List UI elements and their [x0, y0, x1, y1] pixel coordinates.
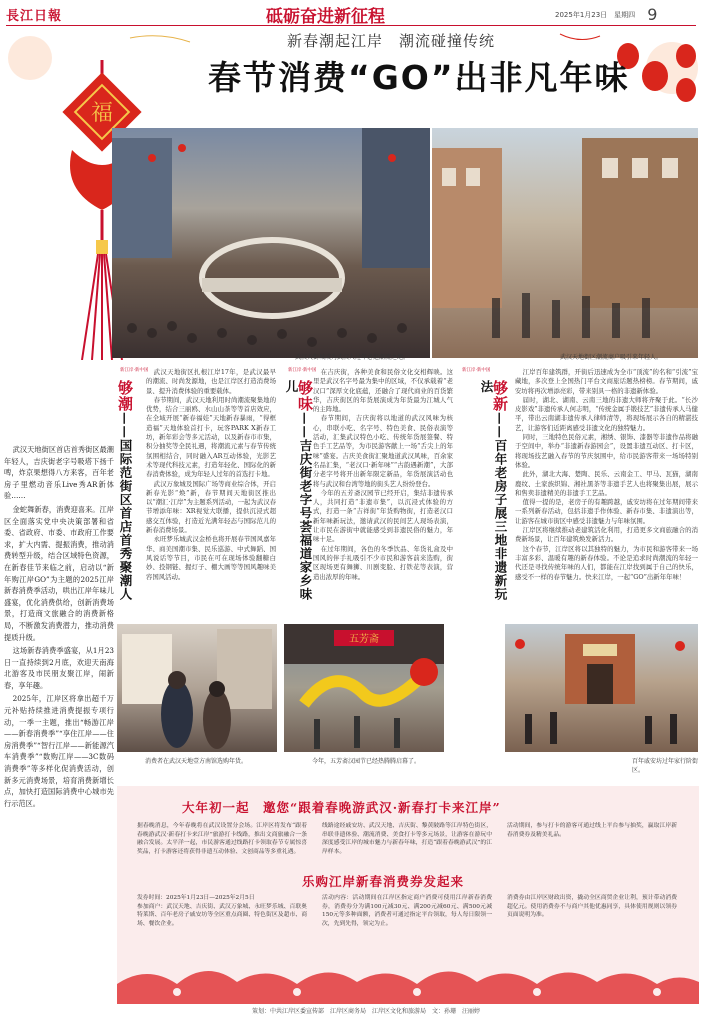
story2-paragraph: 在过年期间，各色的冬季饮品、年货礼盒及中国风的伴手礼吸引不少市民和游客前来选购，街区现场更有舞狮、川剧变脸、打铁花等表演，营造出浓厚的年味。: [313, 544, 453, 581]
story1-paragraph: 武汉万象城及国际广场等商业综合体，开启新春光影“焕”新，春节期间天地街区推出以“潮汇·江岸”为主题系列活动，一起为武汉春节增添年味：XR视觉大联播，提供沉浸式超感交互体验，打造近光满年轻态与国际范儿的新春消费场景。: [146, 479, 276, 535]
story2-paragraph: 在吉庆街，各种美食和民俗文化交相辉映。这里是武汉名字号最为集中的区域，不仅承载着“老汉口”深厚文化底蕴，还融合了现代商业的百货繁华，吉庆街区的年货展演成为年货最为江城人气的主阵地。: [313, 368, 453, 414]
photo-shoppers: [117, 624, 277, 752]
hero-subtitle: 新春潮起江岸 潮流碰撞传统: [287, 32, 496, 50]
story1-logo: 新江岸·新中国: [120, 368, 149, 373]
story3-logo: 新江岸·新中国: [462, 368, 491, 373]
caption-photo3: 消费者在武汉天地壹方南馆选购年货。: [145, 758, 248, 765]
credits: 策划：中共江岸区委宣传部 江岸区商务局 江岸区文化和旅游局 文：孙珊 汪丽婷: [252, 1008, 481, 1015]
story2-body: [313, 368, 453, 608]
caption-photo4: 今年，五芳斋汉园节已经热腾腾启幕了。: [312, 758, 421, 765]
section-title: 砥砺奋进新征程: [266, 7, 385, 27]
story3-paragraph: 此外，湖北大海、楚陶、民乐、云南金工、甲马、瓦猫，湖南鹿纹、土家族织锦、湘社黑茶等非遗手艺人也将聚集出展，展示和售卖非遗精美的非遗手工艺品。: [515, 470, 698, 497]
story3-body: [515, 368, 698, 613]
lion-dance-illustration: [284, 624, 444, 752]
shoppers-illustration: [117, 624, 277, 752]
story1-paragraph: 春节期间，武汉天地利用时尚潮流聚集地的优势，结合三丽鸥、水山山茶等等首店效应，在全域开展“新春福娃”天地新春暴雨，“得框造福”天地体验首打卡，玩客PARK X新春工坊，新年彩会等多元活动，以及新春市市集，积分抽奖等全民礼遇，将潮流元素与春节传统氛围相结合，同时融入AR互动体验，光影艺术等现代科技元素，打造年轻化、国际化的新春消费体验，成为年轻人过年的首选打卡地。: [146, 395, 276, 479]
story1-subtitle: ——国际范街区首店首秀聚潮人: [118, 412, 133, 601]
merchant-label: 参加商户：: [137, 903, 167, 910]
caption-photo5: 百年戚安坊过年家行阶街区。: [632, 758, 699, 774]
story1-paragraph: 永旺梦乐城武汉金桥也将开展春节国风嘉年华、商美国潮市集、民乐巡游、中式舞蹈、国风说话等节目，市民在可在现场体验翻糖白妙、投钢链、握灯子、棚大画等等国风趣味美容国风活动。: [146, 535, 276, 581]
story1-paragraph: 武汉天地街区扎根江岸17年，是武汉最早的潮流、时尚发源地，也是江岸区打造消费场景、提升消费体验的重要载体。: [146, 368, 276, 395]
fu-character: 福: [90, 101, 114, 126]
time-value: 2025年1月23日—2025年2月5日: [166, 895, 255, 901]
feature2-text-2: 消费券由江岸区财政出资，撬动全区商贸企业让利，预计带动消费超亿元。使用消费券不与商户其他优惠同享，具体使用规则以领券页面说明为准。: [507, 895, 677, 919]
story1-title: [118, 380, 132, 610]
photo-qi-an-fang: [505, 624, 698, 752]
intro-paragraph-2: 金蛇舞新春，消费迎喜来。江岸区全面落实党中央决策部署和省委、省政府、市委、市政府工作要求，扩大内需、提振消费，推动消费转型升级，结合区域特色资源，在新春佳节来临之前，启动以“新年购江岸GO”为主题的2025江岸新春消费季活动，哄出江岸年味儿盛宴，优化消费供给，创新消费场景，打造商文旅融合的消费新格局，不断激发消费潜力，推动消费提质升级。: [4, 504, 114, 642]
story3-paragraph: 江岸区将继续推动老建筑活化利用，打造更多文商旅融合的消费新场景，让百年建筑焕发新活力。: [515, 526, 698, 544]
street-illustration: [432, 128, 698, 358]
svg-text:五芳斋: 五芳斋: [349, 634, 379, 645]
caption-photo1: 武汉天街城成为武汉人过年必逛潮流之地。: [295, 354, 410, 361]
story3-key: 够新: [491, 380, 509, 412]
story1-body: [146, 368, 276, 608]
intro-paragraph-4: 2025年，江岸区将拿出超千万元补贴持续推进消费提振专项行动，一季一主题，推出“畅游江岸——新春消费季”“享住江岸——住房消费季”“智行江岸——新能源汽车消费季”“数购江岸——3C数码消费季”等多样化促消费活动，创新多元消费场景，培育消费新增长点，加快打造国际消费中心城市先行示范区。: [4, 694, 114, 808]
merchant-value: 武汉天地、吉庆街、武汉万象城、永旺梦乐城、百联奥特莱斯、百年老房子戚安坊等全区重点商圈、特色街区及超市、商场、餐饮企业。: [137, 903, 307, 927]
photo-wuhan-tianjie-crowd: [112, 128, 430, 358]
story3-paragraph: 届时，湖北、湖南、云南三地的非遗大师将齐聚于此。“长沙皮影戏”非遗传承人何志明，“传统金属手锻技艺”非遗传承人马健平，带出云南湖非遗传承人律师清等，将现场展示各自的精湛技艺，让游客们近距离感受非遗文化的独特魅力。: [515, 395, 698, 432]
issue-date: 2025年1月23日 星期四: [555, 10, 636, 19]
feature2-text-1: 活动内容：活动期间在江岸区指定商户消费可使用江岸新春消费券，消费券分为满100元减30元、满200元减60元、满500元减150元等多种面额，消费者可通过指定平台领取，每人每日限领一次，先到先得，领完为止。: [322, 895, 492, 927]
page-number: 9: [647, 5, 658, 24]
story3-paragraph: 江岸百年建筑群，开街后迅速成为全市“顶流”的名和“引流”宝藏地，多次登上全国热门平台文商旅话题热榜榜。春节期间，戚安坊将再次增添亮彩，带来别具一格的非遗新体验。: [515, 368, 698, 395]
papercut-decoration: [117, 954, 699, 1004]
story3-title: [480, 380, 507, 610]
promotion-box: [117, 786, 699, 1004]
story2-logo: 新江岸·新中国: [288, 368, 317, 373]
story3-paragraph: 值得一提的是，老房子的有趣跨越，戚安坊将在过年期间带来一系列新春活动，包括非遗手作体验、新春市集、非遗演出等，让游客在城市街区中感受非遗魅力与年味氛围。: [515, 498, 698, 525]
story3-subtitle: ——百年老房子展三地非遗新玩法: [479, 380, 508, 601]
mall-illustration: [112, 128, 430, 358]
story3-paragraph: 这个春节，江岸区将以其独特的魅力，为市民和游客带来一场丰富多彩、温暖有趣的新春体验。不论是追求时尚潮流的年轻一代还是寻找传统年味的人们，都能在江岸找到属于自己的快乐，感受不一样的春节魅力。快来江岸，一起“GO”出新年年味！: [515, 544, 698, 581]
feature2-info: [137, 894, 307, 954]
masthead: [6, 4, 696, 26]
hero-headline: 春节消费“GO”出非凡年味: [208, 58, 630, 97]
intro-paragraph-1: 武汉天地街区首店首秀街区最潮年轻人，吉庆街老字号吸塔下扬千啤，炸京果想得八方来客，百年老房子里燃动音乐Live秀AR新体验……: [4, 445, 114, 501]
intro-column: [4, 444, 114, 811]
story3-paragraph: 同时，三地特色民俗元素，湘绣、银饰、漆器等非遗作品将融于空间中，举办“非遗新春游园会”，设置非遗互动区、打卡区，将现场技艺融入春节的节庆氛围中，给市民游客带来一场场特别体验。: [515, 433, 698, 469]
feature1-text-1: 据春晚消息，今年春晚将在武汉设置分会场。江岸区将发布“跟着春晚游武汉·新春打卡来江岸”旅游打卡线路，推出文商旅融合一条融合发展。太平洋一起，市民游客通过线路打卡领取春节专属惊喜奖品，打卡游客还将获得非遗互动体验、文创商品等多重礼遇。: [137, 823, 307, 855]
photo-tiandi-street: [432, 128, 698, 358]
story1-key: 够潮: [116, 380, 134, 412]
feature1-text-2: 线路途经戚安坊、武汉天地、吉庆街、黎黄陂路等江岸特色街区，串联非遗体验、潮流消费、美食打卡等多元场景，让游客在游玩中深度感受江岸的城市魅力与新春年味，打造“跟着春晚游武汉”的江岸样本。: [322, 823, 492, 855]
feature2-title: 乐购江岸新春消费券发起来: [302, 874, 465, 889]
time-label: 发券时间：: [137, 895, 166, 901]
feature1-title: 大年初一起 邀您“跟着春晚游武汉·新春打卡来江岸”: [182, 800, 501, 815]
feature1-text-3: 活动期间，参与打卡的游客可通过线上平台参与抽奖，赢取江岸新春消费券及精美礼品。: [507, 823, 677, 838]
story2-subtitle: ——吉庆街老字号荟福道家乡味儿: [284, 380, 313, 601]
story2-paragraph: 今年的五芳斋汉园节已经开启，集结非遗传承人，共同打造“非遗市集”，以沉浸式体验的方式，打造一条“吉祥街”年货购物街，打造老汉口新年味新玩法，邀请武汉的民间艺人现场表演，让市民在游街中就能感受到非遗民俗的魅力，年味十足。: [313, 488, 453, 544]
qi-an-fang-illustration: [505, 624, 698, 752]
story2-key: 够味: [296, 380, 314, 412]
intro-paragraph-3: 这场新春消费季盛宴，从1月23日一直持续到2月底，欢迎天南海北游客及市民朋友聚江岸，闹新春，享年趣。: [4, 646, 114, 690]
photo-lion-dance: [284, 624, 444, 752]
story2-paragraph: 春节期间，吉庆街将以地道的武汉风味为核心，串联小吃、名字号、特色美食、民俗表演等活动，汇集武汉特色小吃、传统年货展签餐、特色手工艺品等，为市民游客献上一场“舌尖上的年味”盛宴。吉庆美食街汇聚地道武汉风味，百余家名品汇集，“老汉口·新年味”“古韵遇新潮”，大部分老字号将开出新年限定新品，年货展演活动也将与武汉和台湾等地的街头艺人纷纷登台。: [313, 414, 453, 488]
story2-title: [285, 380, 312, 610]
caption-photo2: 武汉天地街区潮流商户吸引来年轻人。: [560, 354, 663, 361]
newspaper-logo: 長江日報: [6, 9, 63, 24]
